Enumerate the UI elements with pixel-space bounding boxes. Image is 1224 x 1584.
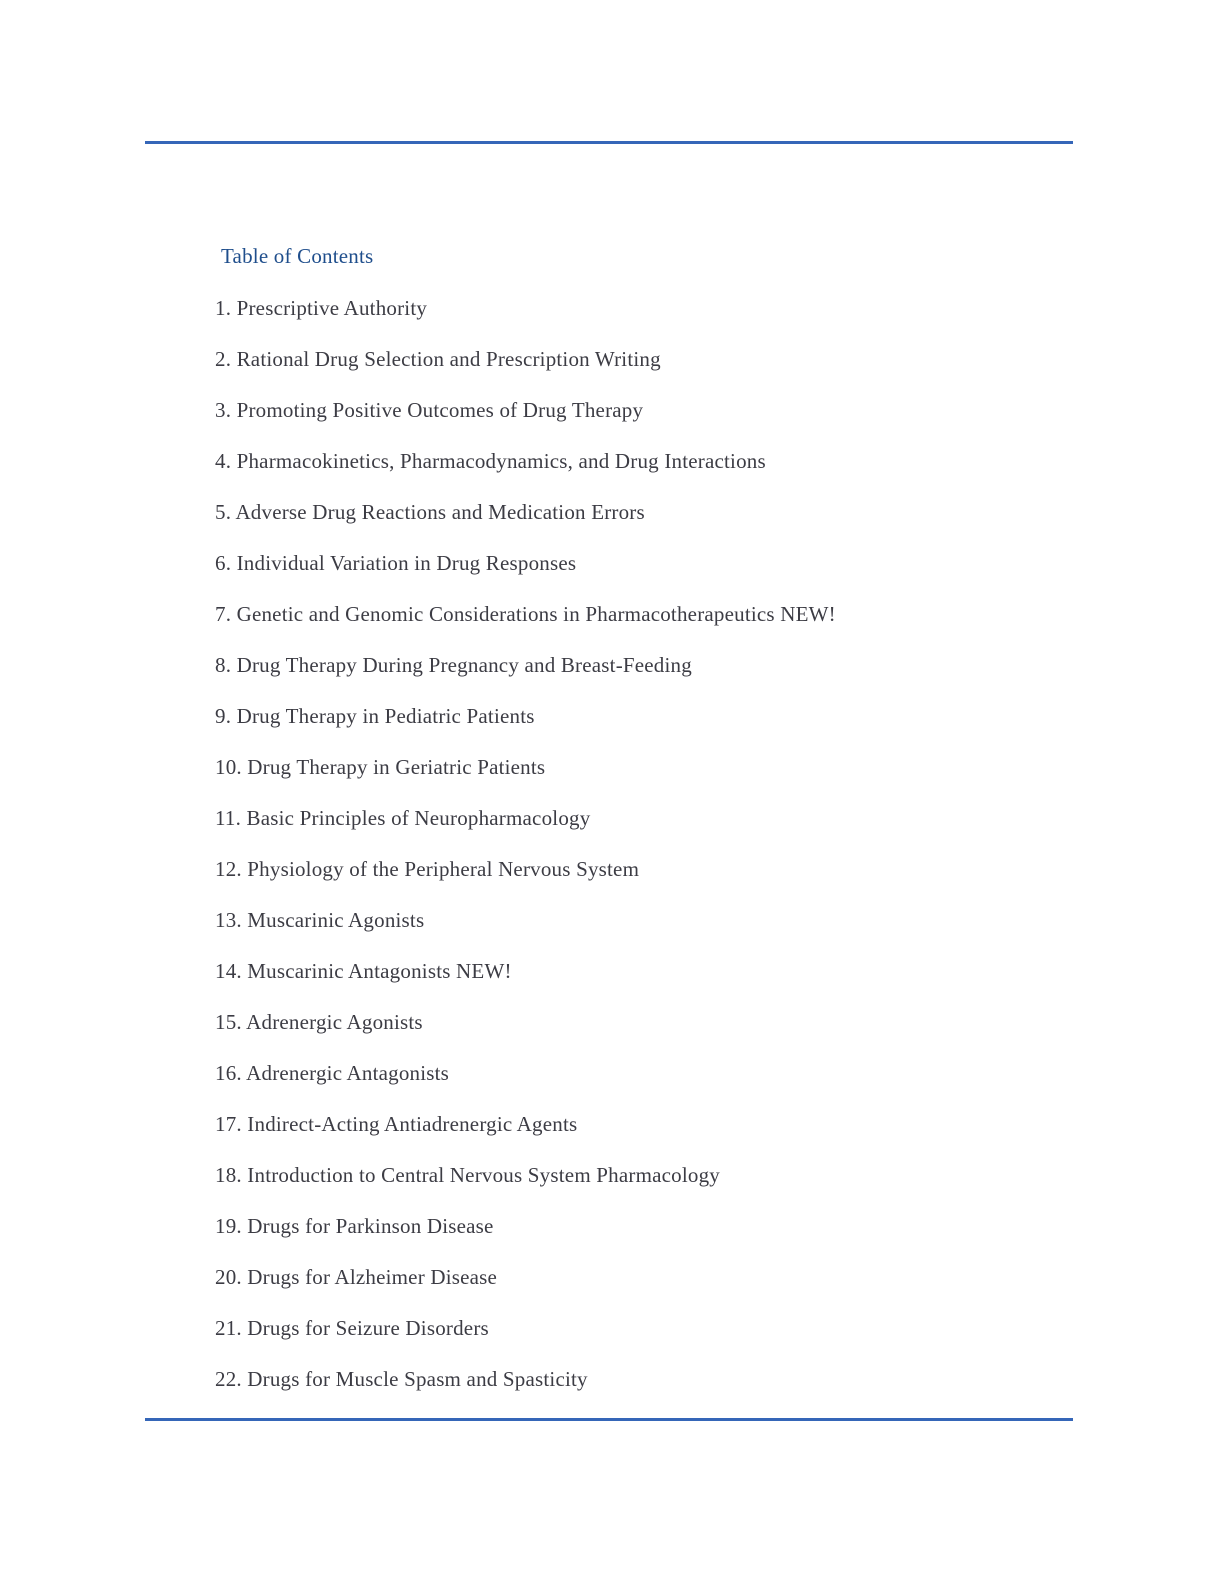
- toc-entry: 13. Muscarinic Agonists: [215, 908, 425, 932]
- toc-entry: 3. Promoting Positive Outcomes of Drug Therapy: [215, 398, 644, 422]
- toc-entry: 14. Muscarinic Antagonists NEW!: [215, 959, 512, 983]
- toc-entry: 22. Drugs for Muscle Spasm and Spasticity: [215, 1367, 588, 1391]
- toc-list: [215, 297, 1055, 1391]
- toc-entry: 10. Drug Therapy in Geriatric Patients: [215, 755, 546, 779]
- toc-entry: 6. Individual Variation in Drug Responses: [215, 551, 577, 575]
- toc-entry: 2. Rational Drug Selection and Prescription Writing: [215, 347, 661, 371]
- toc-entry: 12. Physiology of the Peripheral Nervous System: [215, 857, 640, 881]
- top-divider-line: [145, 141, 1073, 144]
- toc-entry: 7. Genetic and Genomic Considerations in Pharmacotherapeutics NEW!: [215, 602, 836, 626]
- toc-entry: 11. Basic Principles of Neuropharmacology: [215, 806, 591, 830]
- toc-entry: 21. Drugs for Seizure Disorders: [215, 1316, 489, 1340]
- toc-entry: 1. Prescriptive Authority: [215, 296, 428, 320]
- toc-entry: 17. Indirect-Acting Antiadrenergic Agents: [215, 1112, 578, 1136]
- toc-entry: 16. Adrenergic Antagonists: [215, 1061, 450, 1085]
- toc-entry: 15. Adrenergic Agonists: [215, 1010, 423, 1034]
- toc-entry: 5. Adverse Drug Reactions and Medication Errors: [215, 500, 645, 524]
- bottom-divider-line: [145, 1418, 1073, 1421]
- page-title: Table of Contents: [221, 244, 374, 268]
- toc-entry: 19. Drugs for Parkinson Disease: [215, 1214, 494, 1238]
- toc-entry: 4. Pharmacokinetics, Pharmacodynamics, and Drug Interactions: [215, 449, 766, 473]
- toc-section: [215, 244, 1055, 1419]
- toc-entry: 8. Drug Therapy During Pregnancy and Breast-Feeding: [215, 653, 692, 677]
- toc-entry: 20. Drugs for Alzheimer Disease: [215, 1265, 498, 1289]
- toc-entry: 9. Drug Therapy in Pediatric Patients: [215, 704, 535, 728]
- toc-entry: 18. Introduction to Central Nervous System Pharmacology: [215, 1163, 721, 1187]
